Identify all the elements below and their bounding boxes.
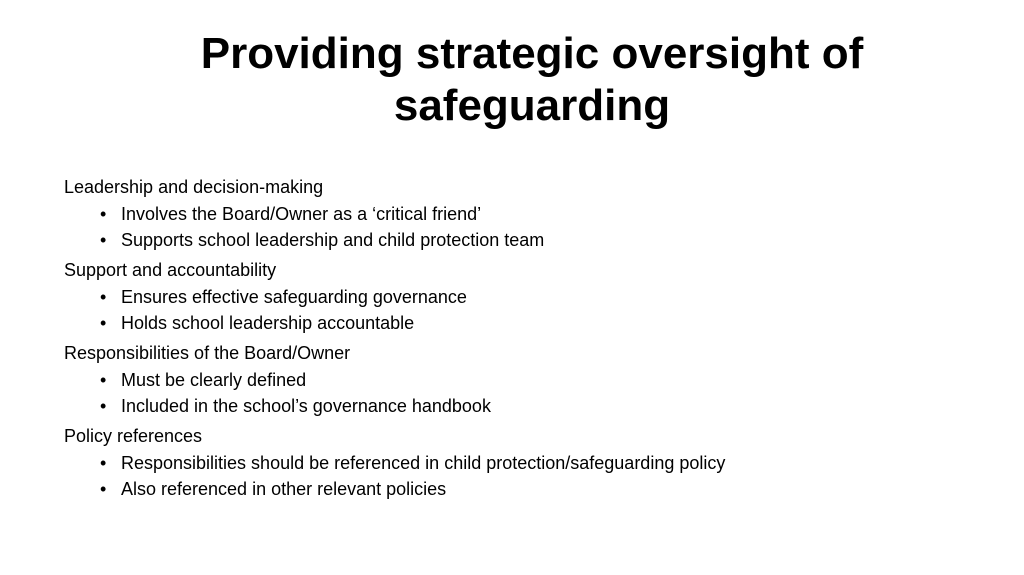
bullet-list [64,450,964,502]
section-support [64,258,964,336]
bullet-item: • Involves the Board/Owner as a ‘critical friend’ [100,201,964,227]
bullet-list [64,201,964,253]
section-heading: Support and accountability [64,260,277,280]
bullet-item: • Also referenced in other relevant policies [100,476,964,502]
section-heading: Policy references [64,426,203,446]
bullet-item: • Included in the school’s governance handbook [100,393,964,419]
bullet-item: • Holds school leadership accountable [100,310,964,336]
section-policy [64,424,964,502]
bullet-list [64,367,964,419]
section-responsibilities [64,341,964,419]
bullet-item: • Supports school leadership and child protection team [100,227,964,253]
section-leadership [64,175,964,253]
bullet-list [64,284,964,336]
bullet-item: • Responsibilities should be referenced in child protection/safeguarding policy [100,450,964,476]
section-heading: Leadership and decision-making [64,177,324,197]
bullet-item: • Ensures effective safeguarding governance [100,284,964,310]
bullet-item: • Must be clearly defined [100,367,964,393]
slide-content [64,175,964,507]
section-heading: Responsibilities of the Board/Owner [64,343,351,363]
slide-title: Providing strategic oversight of safeguarding [200,29,864,130]
